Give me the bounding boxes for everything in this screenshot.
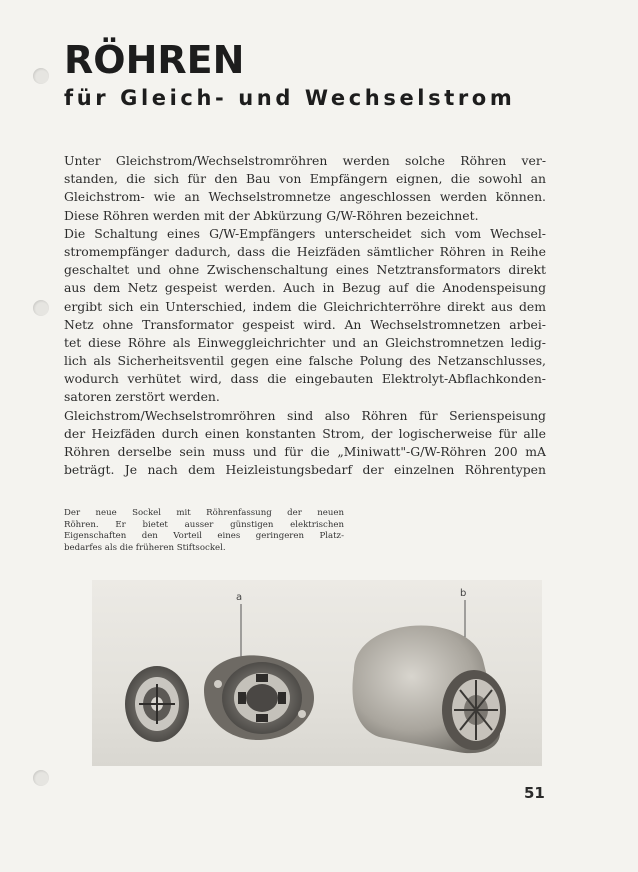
body-line: beträgt. Je nach dem Heizleistungsbedarf der einzelnen Röhrentypen (64, 462, 546, 478)
body-line: tet diese Röhre als Einweggleichrichter und an Gleichstromnetzen ledig- (64, 334, 546, 350)
caption-line: bedarfes als die früheren Stiftsockel. (64, 542, 226, 553)
punch-hole-bottom (33, 770, 49, 786)
punch-hole-top (33, 68, 49, 84)
body-line: Gleichstrom/Wechselstromröhren sind also Röhren für Serienspeisung (64, 407, 546, 423)
body-line: Netz ohne Transformator gespeist wird. An Wechselstromnetzen arbei- (64, 316, 546, 332)
body-line: der Heizfäden durch einen konstanten Strom, der logischerweise für alle (64, 425, 546, 441)
small-socket-shape (125, 666, 189, 742)
tube-socket-illustration (92, 580, 542, 766)
tube-b-shape (352, 625, 506, 753)
page-subtitle: für Gleich- und Wechselstrom (64, 86, 516, 110)
body-text (64, 152, 546, 479)
body-line: Die Schaltung eines G/W-Empfängers unterscheidet sich vom Wechsel- (64, 225, 546, 241)
body-line: wodurch verhütet wird, dass die eingebauten Elektrolyt-Abflachkonden- (64, 371, 546, 387)
body-line: Gleichstrom- wie an Wechselstromnetze angeschlossen werden können. (64, 189, 546, 205)
body-line: standen, die sich für den Bau von Empfängern eignen, die sowohl an (64, 171, 546, 187)
body-line: Diese Röhren werden mit der Abkürzung G/W-Röhren bezeichnet. (64, 207, 479, 223)
body-line: satoren zerstört werden. (64, 389, 220, 405)
page-number: 51 (524, 784, 545, 802)
body-line: ergibt sich ein Unterschied, indem die Gleichrichterröhre direkt aus dem (64, 298, 546, 314)
figure-label-a: a (236, 592, 243, 603)
body-line: Unter Gleichstrom/Wechselstromröhren werden solche Röhren ver- (64, 153, 546, 168)
caption-line: Der neue Sockel mit Röhrenfassung der neuen (64, 508, 344, 518)
page-title: RÖHREN (64, 38, 245, 82)
socket-holder-a-shape (204, 655, 314, 740)
body-line: stromempfänger dadurch, dass die Heizfäden sämtlicher Röhren in Reihe (64, 243, 546, 259)
figure-label-b: b (460, 588, 467, 599)
caption-line: Eigenschaften den Vorteil eines geringeren Platz- (64, 531, 344, 542)
figure-caption (64, 508, 344, 554)
tube-socket-photo (92, 580, 542, 766)
body-line: aus dem Netz gespeist werden. Auch in Bezug auf die Anodenspeisung (64, 280, 546, 296)
caption-line: Röhren. Er bietet ausser günstigen elektrischen (64, 519, 344, 530)
punch-hole-middle (33, 300, 49, 316)
body-line: Röhren derselbe sein muss und für die „Miniwatt"-G/W-Röhren 200 mA (64, 444, 546, 459)
body-line: geschaltet und ohne Zwischenschaltung eines Netztransformators direkt (64, 262, 546, 278)
body-line: lich als Sicherheitsventil gegen eine falsche Polung des Netzanschlusses, (64, 353, 546, 369)
